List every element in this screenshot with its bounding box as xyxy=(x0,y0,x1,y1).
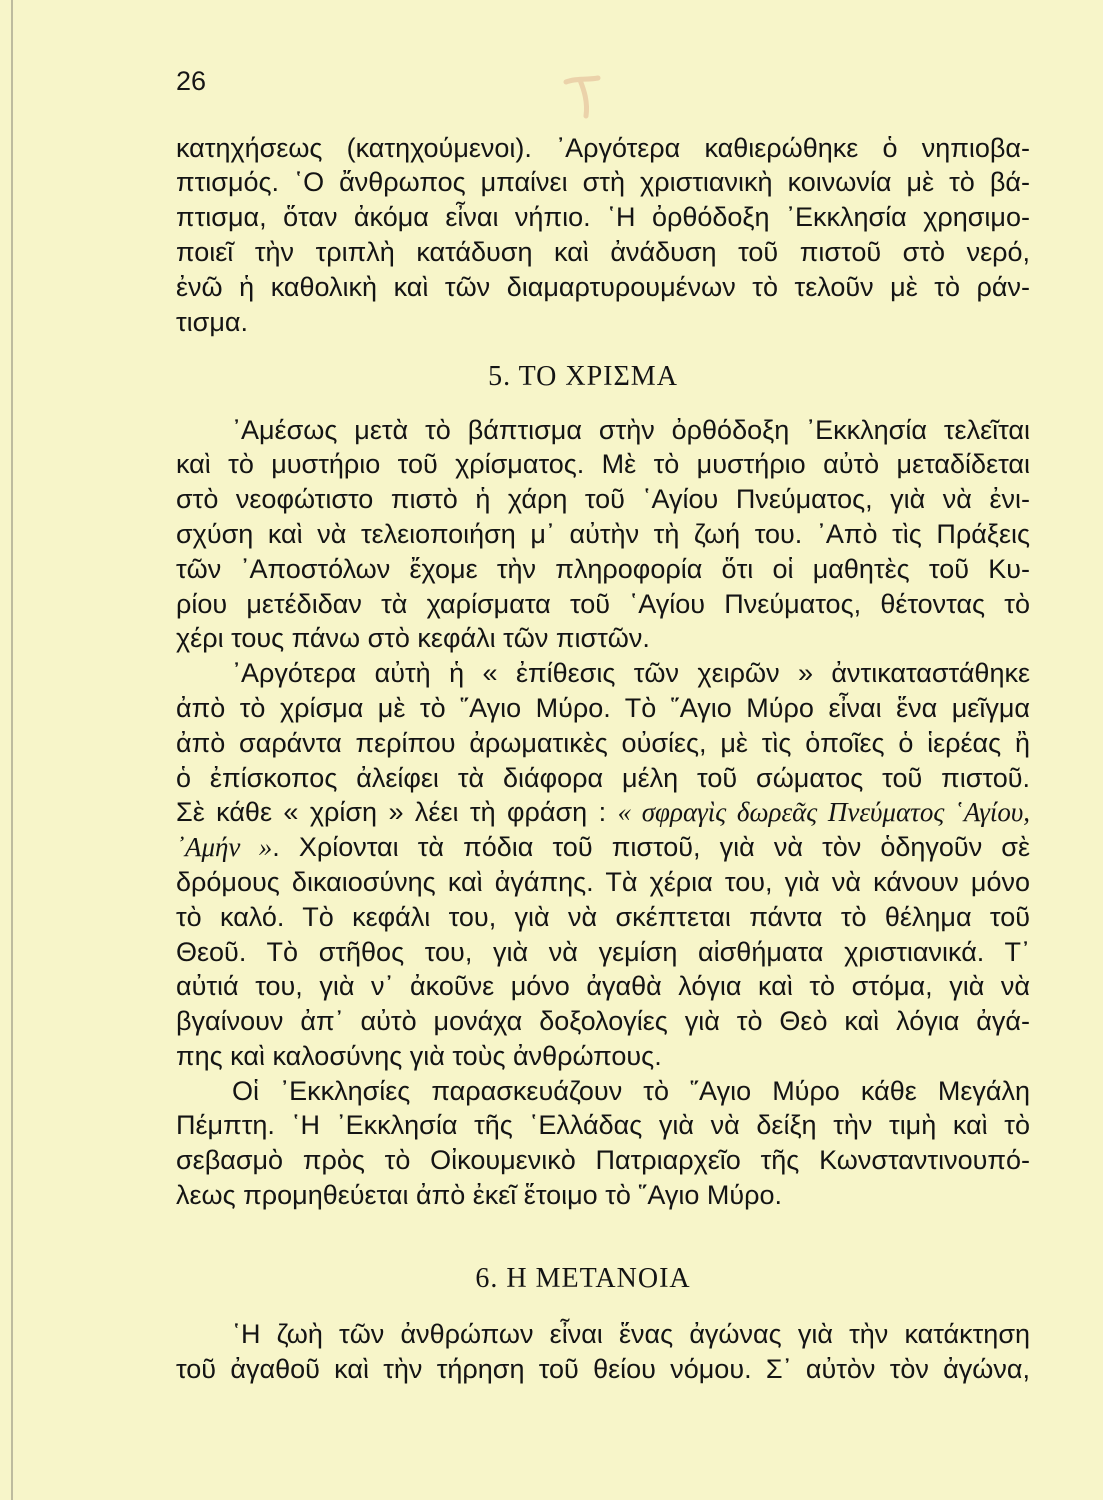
stamp-mark xyxy=(558,68,610,120)
text-line: ᾿Αμέσως μετὰ τὸ βάπτισμα στὴν ὀρθόδοξη ᾿Εκκλησία τελεῖται xyxy=(232,414,1030,445)
text-line: τῶν ᾿Αποστόλων ἔχομε τὴν πληροφορία ὅτι οἱ μαθητὲς τοῦ Κυ- xyxy=(176,553,1030,584)
text-segment: . Χρίονται τὰ πόδια τοῦ πιστοῦ, γιὰ νὰ τὸν ὁδηγοῦν σὲ xyxy=(272,832,1031,863)
text-line: βγαίνουν ἀπ᾽ αὐτὸ μονάχα δοξολογίες γιὰ τὸ Θεὸ καὶ λόγια ἀγά- xyxy=(176,1006,1030,1037)
paragraph xyxy=(176,656,1030,1074)
italic-quote: « σφραγὶς δωρεᾶς Πνεύματος ῾Αγίου, xyxy=(617,797,1030,828)
paragraph xyxy=(176,131,1030,340)
text-line: ἐνῶ ἡ καθολικὴ καὶ τῶν διαμαρτυρουμένων τὸ τελοῦν μὲ τὸ ράν- xyxy=(176,271,1030,302)
text-line xyxy=(176,830,1030,865)
text-line: Οἱ ᾿Εκκλησίες παρασκευάζουν τὸ ῞Αγιο Μύρο κάθε Μεγάλη xyxy=(232,1075,1030,1106)
text-line: χέρι τους πάνω στὸ κεφάλι τῶν πιστῶν. xyxy=(176,623,650,654)
section-heading: 5. ΤΟ ΧΡΙΣΜΑ xyxy=(488,360,678,392)
text-line: τισμα. xyxy=(176,306,248,337)
text-line: ἀπὸ σαράντα περίπου ἀρωματικὲς οὐσίες, μὲ τὶς ὁποῖες ὁ ἱερέας ἢ xyxy=(176,727,1030,758)
text-line: πης καὶ καλοσύνης γιὰ τοὺς ἀνθρώπους. xyxy=(176,1040,662,1071)
text-line: σεβασμὸ πρὸς τὸ Οἰκουμενικὸ Πατριαρχεῖο τῆς Κωνσταντινουπό- xyxy=(176,1145,1030,1176)
text-line: λεως προμηθεύεται ἀπὸ ἐκεῖ ἕτοιμο τὸ ῞Αγιο Μύρο. xyxy=(176,1180,783,1211)
text-line: ποιεῖ τὴν τριπλὴ κατάδυση καὶ ἀνάδυση τοῦ πιστοῦ στὸ νερό, xyxy=(176,236,1030,267)
paragraph xyxy=(176,413,1030,657)
text-line: στὸ νεοφώτιστο πιστὸ ἡ χάρη τοῦ ῾Αγίου Πνεύματος, γιὰ νὰ ἐνι- xyxy=(176,484,1030,515)
paragraph xyxy=(176,1317,1030,1387)
section-heading: 6. Η ΜΕΤΑΝΟΙΑ xyxy=(475,1263,691,1295)
text-line xyxy=(176,795,1030,830)
text-line: αὐτιά του, γιὰ ν᾽ ἀκοῦνε μόνο ἀγαθὰ λόγια καὶ τὸ στόμα, γιὰ νὰ xyxy=(176,971,1030,1002)
text-line: τὸ καλό. Τὸ κεφάλι του, γιὰ νὰ σκέπτεται πάντα τὸ θέλημα τοῦ xyxy=(176,901,1030,932)
page-edge xyxy=(11,0,13,1500)
text-line: καὶ τὸ μυστήριο τοῦ χρίσματος. Μὲ τὸ μυστήριο αὐτὸ μεταδίδεται xyxy=(176,449,1030,480)
page-number: 26 xyxy=(176,66,207,96)
paragraph xyxy=(176,1074,1030,1213)
text-line: ῾Η ζωὴ τῶν ἀνθρώπων εἶναι ἕνας ἀγώνας γιὰ τὴν κατάκτηση xyxy=(232,1319,1030,1350)
text-line: Θεοῦ. Τὸ στῆθος του, γιὰ νὰ γεμίση αἰσθήματα χριστιανικά. Τ᾽ xyxy=(176,936,1030,967)
text-line: κατηχήσεως (κατηχούμενοι). ᾿Αργότερα καθιερώθηκε ὁ νηπιοβα- xyxy=(176,132,1030,163)
text-line: πτισμα, ὅταν ἀκόμα εἶναι νήπιο. ῾Η ὀρθόδοξη ᾿Εκκλησία χρησιμο- xyxy=(176,202,1030,233)
text-segment: Σὲ κάθε « χρίση » λέει τὴ φράση : xyxy=(176,797,618,828)
page-body xyxy=(176,131,1030,1387)
text-line: τοῦ ἀγαθοῦ καὶ τὴν τήρηση τοῦ θείου νόμου. Σ᾽ αὐτὸν τὸν ἀγώνα, xyxy=(176,1354,1030,1385)
text-line: πτισμός. ῾Ο ἄνθρωπος μπαίνει στὴ χριστιανικὴ κοινωνία μὲ τὸ βά- xyxy=(176,167,1030,198)
text-line: ὁ ἐπίσκοπος ἀλείφει τὰ διάφορα μέλη τοῦ σώματος τοῦ πιστοῦ. xyxy=(176,762,1030,793)
text-line: Πέμπτη. ῾Η ᾿Εκκλησία τῆς ῾Ελλάδας γιὰ νὰ δείξη τὴν τιμὴ καὶ τὸ xyxy=(176,1110,1030,1141)
text-line: σχύση καὶ νὰ τελειοποιήση μ᾽ αὐτὴν τὴ ζωή του. ᾿Απὸ τὶς Πράξεις xyxy=(176,518,1030,549)
text-line: ᾿Αργότερα αὐτὴ ἡ « ἐπίθεσις τῶν χειρῶν » ἀντικαταστάθηκε xyxy=(232,658,1030,689)
text-line: ἀπὸ τὸ χρίσμα μὲ τὸ ῞Αγιο Μύρο. Τὸ ῞Αγιο Μύρο εἶναι ἕνα μεῖγμα xyxy=(176,692,1030,723)
text-line: δρόμους δικαιοσύνης καὶ ἀγάπης. Τὰ χέρια του, γιὰ νὰ κάνουν μόνο xyxy=(176,866,1030,897)
text-line: ρίου μετέδιδαν τὰ χαρίσματα τοῦ ῾Αγίου Πνεύματος, θέτοντας τὸ xyxy=(176,588,1030,619)
italic-quote: ᾿Αμήν » xyxy=(176,832,273,863)
